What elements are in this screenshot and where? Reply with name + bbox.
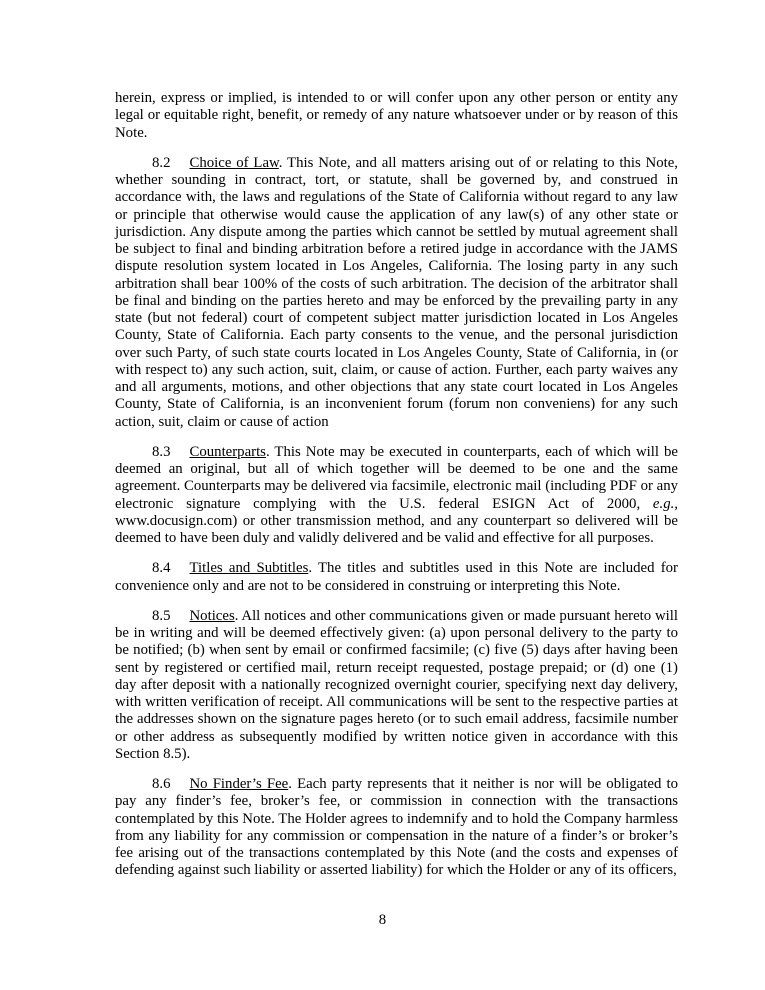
section-number: 8.4 bbox=[152, 560, 171, 577]
section-heading: Notices bbox=[189, 607, 235, 624]
section-8-6-paragraph bbox=[115, 776, 678, 880]
section-body-pre: . This Note may be executed in counterparts, each of which will be deemed an original, but all of which together will be deemed to be one and the same agreement. Counterparts may be delivered via facsimile, electronic mail (including PDF or any electronic signature complying with the U.S. federal ESIGN Act of 2000, bbox=[115, 443, 678, 512]
section-body: . All notices and other communications given or made pursuant hereto will be in writing and will be deemed effectively given: (a) upon personal delivery to the party to be notified; (b) when sent by email or confirmed facsimile; (c) five (5) days after having been sent by registered or certified mail, return receipt requested, postage prepaid; or (d) one (1) day after deposit with a nationally recognized overnight courier, specifying next day delivery, with written verification of receipt. All communications will be sent to the respective parties at the addresses shown on the signature pages hereto (or to such email address, facsimile number or other address as subsequently modified by written notice given in accordance with this Section 8.5). bbox=[115, 607, 678, 762]
section-body: . The titles and subtitles used in this Note are included for convenience only and are not to be considered in construing or interpreting this Note. bbox=[115, 560, 678, 594]
section-body-post: www.docusign.com) or other transmission method, and any counterpart so delivered will be deemed to have been duly and validly delivered and be valid and effective for all purposes. bbox=[115, 512, 678, 546]
section-8-3-paragraph bbox=[115, 444, 678, 548]
continuation-text: herein, express or implied, is intended to or will confer upon any other person or entity any legal or equitable right, benefit, or remedy of any nature whatsoever under or by reason of this Note. bbox=[115, 90, 678, 141]
section-heading: Counterparts bbox=[189, 443, 266, 460]
section-number: 8.5 bbox=[152, 607, 171, 624]
page-number: 8 bbox=[378, 911, 387, 928]
section-number: 8.3 bbox=[152, 443, 171, 460]
section-heading: No Finder’s Fee bbox=[189, 776, 289, 792]
section-body: . Each party represents that it neither is nor will be obligated to pay any finder’s fee, broker’s fee, or commission in connection with the transactions contemplated by this Note. The Holder agrees to indemnify and to hold the Company harmless from any liability for any commission or compensation in the nature of a finder’s or broker’s fee arising out of the transactions contemplated by this Note (and the costs and expenses of defending against such liability or asserted liability) for which the Holder or any of its officers, bbox=[115, 776, 678, 879]
section-8-4-paragraph bbox=[115, 560, 678, 595]
latin-abbreviation-italic: e.g., bbox=[652, 495, 678, 512]
continuation-paragraph bbox=[115, 90, 678, 142]
document-body bbox=[115, 90, 678, 893]
section-heading: Choice of Law bbox=[189, 154, 279, 171]
section-heading: Titles and Subtitles bbox=[189, 560, 309, 577]
section-body: . This Note, and all matters arising out of or relating to this Note, whether sounding in contract, tort, or statute, shall be governed by, and construed in accordance with, the laws and regulations of the State of California without regard to any law or principle that otherwise would cause the application of any law(s) of any other state or jurisdiction. Any dispute among the parties which cannot be settled by mutual agreement shall be subject to final and binding arbitration before a retired judge in accordance with the JAMS dispute resolution system located in Los Angeles, California. The losing party in any such arbitration shall bear 100% of the costs of such arbitration. The decision of the arbitrator shall be final and binding on the parties hereto and may be enforced by the prevailing party in any state (but not federal) court of competent subject matter jurisdiction located in Los Angeles County, State of California. Each party consents to the venue, and the personal jurisdiction over such Party, of such state courts located in Los Angeles County, State of California, in (or with respect to) any such action, suit, claim, or cause of action. Further, each party waives any and all arguments, motions, and other objections that any state court located in Los Angeles County, State of California, is an inconvenient forum (forum non conveniens) for any such action, suit, claim or cause of action bbox=[115, 154, 679, 430]
section-8-2-paragraph bbox=[115, 155, 678, 431]
section-number: 8.6 bbox=[152, 776, 171, 792]
section-number: 8.2 bbox=[152, 154, 171, 171]
section-8-5-paragraph bbox=[115, 608, 678, 763]
